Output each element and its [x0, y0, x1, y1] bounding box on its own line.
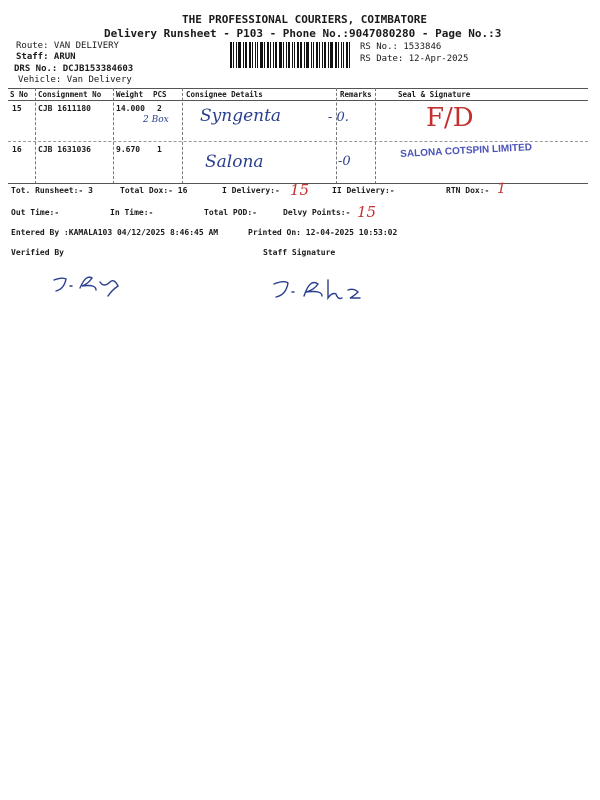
barcode-bar	[243, 42, 244, 68]
barcode-bar	[338, 42, 339, 68]
delvy-points: Delvy Points:-	[283, 208, 351, 217]
ii-delivery: II Delivery:-	[332, 186, 395, 195]
col-seal: Seal & Signature	[398, 90, 471, 99]
barcode-bar	[306, 42, 309, 68]
barcode-bar	[349, 42, 350, 68]
barcode-bar	[328, 42, 329, 68]
barcode-bar	[283, 42, 284, 68]
barcode-bar	[330, 42, 333, 68]
in-time: In Time:-	[110, 208, 154, 217]
col-divider	[375, 88, 376, 184]
verified-by-signature	[48, 268, 138, 298]
total-pod: Total POD:-	[204, 208, 257, 217]
barcode-bar	[316, 42, 318, 68]
drs-barcode	[230, 42, 354, 68]
barcode-bar	[230, 42, 232, 68]
barcode-bar	[233, 42, 234, 68]
barcode-bar	[324, 42, 326, 68]
col-remarks: Remarks	[340, 90, 372, 99]
barcode-bar	[238, 42, 241, 68]
table-header-rule	[8, 100, 588, 101]
col-divider	[35, 88, 36, 184]
barcode-bar	[346, 42, 348, 68]
barcode-bar	[267, 42, 269, 68]
verified-by-label: Verified By	[11, 248, 64, 257]
row-weight: 14.000	[116, 104, 145, 113]
row-sno: 16	[12, 145, 22, 154]
barcode-bar	[294, 42, 295, 68]
barcode-bar	[288, 42, 290, 68]
barcode-bar	[252, 42, 253, 68]
row-sno: 15	[12, 104, 22, 113]
col-consignee: Consignee Details	[186, 90, 263, 99]
barcode-bar	[273, 42, 274, 68]
route-label: Route: VAN DELIVERY	[16, 41, 119, 51]
barcode-bar	[311, 42, 312, 68]
barcode-bar	[322, 42, 323, 68]
col-sno: S No	[10, 90, 29, 99]
barcode-bar	[279, 42, 282, 68]
barcode-bar	[343, 42, 344, 68]
row-consignment: CJB 1611180	[38, 104, 91, 113]
out-time: Out Time:-	[11, 208, 60, 217]
barcode-bar	[236, 42, 237, 68]
row-pcs: 2	[157, 104, 162, 113]
table-top-rule	[8, 88, 588, 89]
barcode-bar	[319, 42, 320, 68]
handwritten-pcs-note: 2 Box	[143, 115, 169, 125]
row-rule	[8, 141, 588, 142]
barcode-bar	[249, 42, 251, 68]
col-divider	[182, 88, 183, 184]
handwritten-remarks: - 0.	[328, 110, 349, 125]
handwritten-delvy-points: 15	[357, 203, 377, 221]
row-pcs: 1	[157, 145, 162, 154]
barcode-bar	[245, 42, 247, 68]
company-title: THE PROFESSIONAL COURIERS, COIMBATORE	[182, 13, 428, 26]
barcode-bar	[300, 42, 302, 68]
rs-number: RS No.: 1533846	[360, 42, 442, 52]
handwritten-seal: F/D	[426, 103, 474, 133]
barcode-bar	[275, 42, 277, 68]
tot-runsheet: Tot. Runsheet:- 3	[11, 186, 93, 195]
barcode-bar	[313, 42, 314, 68]
printed-on: Printed On: 12-04-2025 10:53:02	[248, 228, 398, 237]
staff-signature-label: Staff Signature	[263, 248, 336, 257]
rs-date: RS Date: 12-Apr-2025	[360, 54, 469, 64]
col-weight: Weight	[116, 90, 144, 99]
barcode-bar	[286, 42, 287, 68]
company-stamp: SALONA COTSPIN LIMITED	[400, 142, 533, 160]
handwritten-consignee: Salona	[205, 152, 264, 172]
handwritten-consignee: Syngenta	[200, 106, 282, 126]
barcode-bar	[304, 42, 305, 68]
col-consignment: Consignment No	[38, 90, 102, 99]
barcode-bar	[255, 42, 256, 68]
col-divider	[113, 88, 114, 184]
total-dox: Total Dox:- 16	[120, 186, 188, 195]
rtn-dox: RTN Dox:-	[446, 186, 490, 195]
row-weight: 9.670	[116, 145, 141, 154]
staff-signature	[270, 274, 380, 304]
row-consignment: CJB 1631036	[38, 145, 91, 154]
handwritten-rtn-dox: 1	[497, 181, 506, 197]
barcode-bar	[270, 42, 271, 68]
vehicle-label: Vehicle: Van Delivery	[18, 75, 132, 85]
i-delivery: I Delivery:-	[222, 186, 280, 195]
barcode-bar	[297, 42, 299, 68]
handwritten-remarks: -0	[338, 154, 351, 169]
runsheet-subtitle: Delivery Runsheet - P103 - Phone No.:9047080280 - Page No.:3	[104, 27, 502, 40]
col-pcs: PCS	[153, 90, 167, 99]
barcode-bar	[335, 42, 337, 68]
staff-label: Staff: ARUN	[16, 52, 76, 62]
barcode-bar	[257, 42, 258, 68]
barcode-bar	[292, 42, 293, 68]
drs-number: DRS No.: DCJB153384603	[14, 64, 134, 74]
barcode-bar	[260, 42, 263, 68]
barcode-bar	[264, 42, 265, 68]
col-divider	[336, 88, 337, 184]
entered-by: Entered By :KAMALA103 04/12/2025 8:46:45 AM	[11, 228, 219, 237]
barcode-bar	[341, 42, 342, 68]
handwritten-i-delivery: 15	[290, 181, 310, 199]
